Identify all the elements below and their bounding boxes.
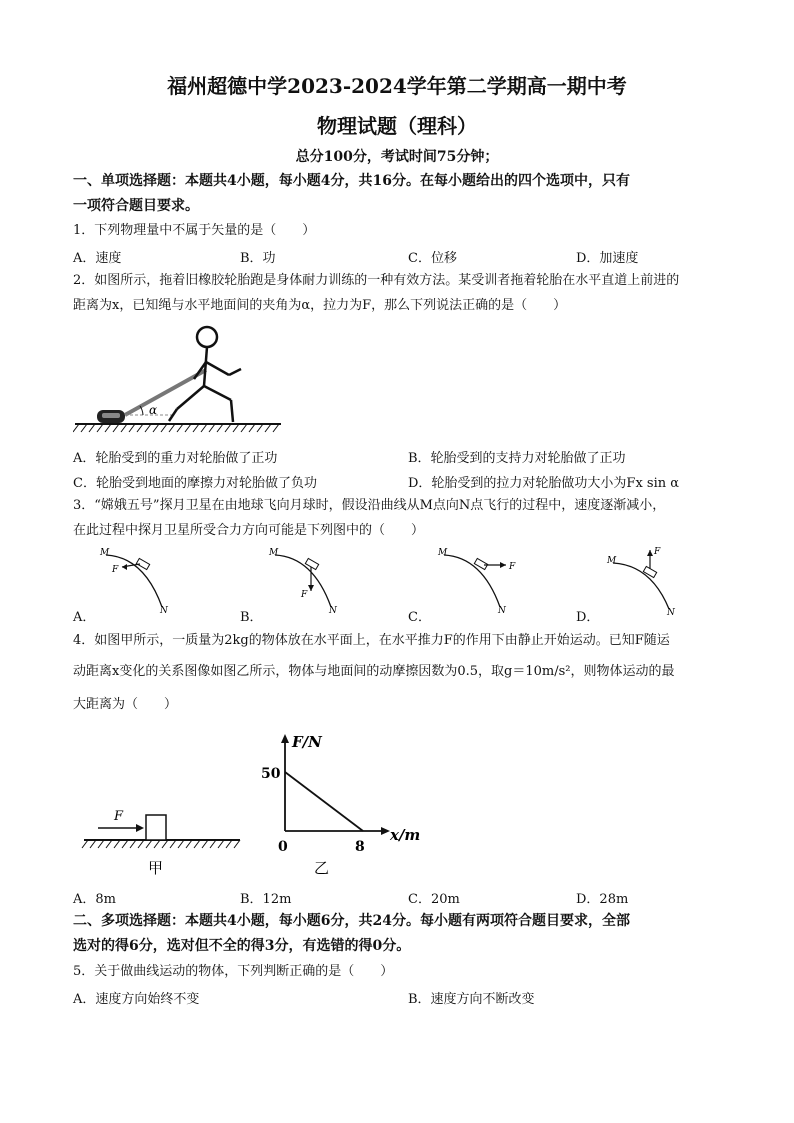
q4-option-c: C．20m bbox=[408, 892, 460, 907]
q4-stem-line1: 4．如图甲所示，一质量为2kg的物体放在水平面上，在水平推力F的作用下由静止开始运动。已知F随运 bbox=[73, 633, 670, 648]
q5-option-b: B．速度方向不断改变 bbox=[408, 992, 535, 1007]
q3-stem-line1: 3．“嫦娥五号”探月卫星在由地球飞向月球时，假设沿曲线从M点向N点飞行的过程中，速度逐渐减小， bbox=[73, 498, 666, 513]
figure-yi-label: 乙 bbox=[314, 859, 330, 877]
block-icon bbox=[146, 815, 166, 840]
q2-stem-line1: 2．如图所示，拖着旧橡胶轮胎跑是身体耐力训练的一种有效方法。某受训者拖着轮胎在水平直道上前进的 bbox=[73, 273, 680, 288]
chart-y-label: F/N bbox=[292, 733, 322, 751]
q4-fx-chart bbox=[250, 725, 430, 890]
svg-text:F: F bbox=[654, 547, 661, 557]
section1-heading-line2: 一项符合题目要求。 bbox=[73, 198, 199, 214]
section1-heading-line1: 一、单项选择题：本题共4小题，每小题4分，共16分。在每小题给出的四个选项中，只有 bbox=[73, 173, 630, 189]
q3-figure-c bbox=[434, 545, 524, 615]
q3-figure-b bbox=[265, 545, 345, 615]
figure-jia-label: 甲 bbox=[148, 859, 164, 877]
exam-info: 总分100分，考试时间75分钟； bbox=[295, 149, 499, 165]
q3-figure-d bbox=[603, 545, 683, 615]
exam-subtitle: 物理试题（理科） bbox=[317, 114, 477, 138]
q1-option-a: A．速度 bbox=[73, 251, 122, 266]
q1-option-c: C．位移 bbox=[408, 251, 457, 266]
q3-stem-line2: 在此过程中探月卫星所受合力方向可能是下列图中的（ ） bbox=[73, 523, 425, 538]
q4-figure-jia bbox=[80, 800, 245, 880]
svg-text:M: M bbox=[269, 548, 279, 558]
q5-option-a: A．速度方向始终不变 bbox=[73, 992, 200, 1007]
chart-tick-0: 0 bbox=[278, 839, 288, 855]
svg-text:F: F bbox=[112, 565, 119, 575]
q4-option-a: A．8m bbox=[73, 892, 116, 907]
rope-icon bbox=[125, 370, 206, 415]
chart-series-line bbox=[285, 772, 363, 831]
q4-stem-line2: 动距离x变化的关系图像如图乙所示，物体与地面间的动摩擦因数为0.5，取g＝10m/s²，则物体运动的最 bbox=[73, 664, 675, 679]
chart-x-label: x/m bbox=[390, 826, 421, 844]
q5-stem: 5．关于做曲线运动的物体，下列判断正确的是（ ） bbox=[73, 964, 394, 979]
q1-option-d: D．加速度 bbox=[576, 251, 639, 266]
svg-text:M: M bbox=[607, 556, 617, 566]
tire-icon bbox=[97, 410, 125, 423]
svg-text:M: M bbox=[100, 548, 110, 558]
svg-text:N: N bbox=[160, 606, 168, 615]
q4-option-d: D．28m bbox=[576, 892, 629, 907]
q2-option-c: C．轮胎受到地面的摩擦力对轮胎做了负功 bbox=[73, 476, 317, 491]
q2-stem-line2: 距离为x，已知绳与水平地面间的夹角为α，拉力为F，那么下列说法正确的是（ ） bbox=[73, 298, 567, 313]
chart-tick-8: 8 bbox=[355, 839, 365, 855]
chart-tick-50: 50 bbox=[261, 766, 281, 782]
q4-option-b: B．12m bbox=[240, 892, 292, 907]
q1-stem: 1．下列物理量中不属于矢量的是（ ） bbox=[73, 223, 316, 238]
svg-text:F: F bbox=[509, 562, 516, 572]
svg-text:N: N bbox=[329, 606, 337, 615]
section2-heading-line2: 选对的得6分，选对但不全的得3分，有选错的得0分。 bbox=[73, 938, 411, 954]
svg-text:F: F bbox=[114, 809, 124, 824]
q2-option-d: D．轮胎受到的拉力对轮胎做功大小为Fx sin α bbox=[408, 476, 680, 491]
q3-option-c: C． bbox=[408, 610, 431, 625]
svg-text:N: N bbox=[498, 606, 506, 615]
runner-icon bbox=[169, 327, 241, 422]
q2-runner-tire-figure bbox=[73, 322, 283, 437]
svg-text:F: F bbox=[301, 590, 308, 600]
q2-alpha-label: α bbox=[149, 403, 158, 417]
section2-heading-line1: 二、多项选择题：本题共4小题，每小题6分，共24分。每小题有两项符合题目要求，全部 bbox=[73, 913, 630, 929]
svg-text:N: N bbox=[667, 608, 675, 615]
q3-figure-a bbox=[96, 545, 176, 615]
q3-option-b: B． bbox=[240, 610, 263, 625]
q3-option-d: D． bbox=[576, 610, 600, 625]
q2-option-a: A．轮胎受到的重力对轮胎做了正功 bbox=[73, 451, 278, 466]
svg-text:M: M bbox=[438, 548, 448, 558]
q1-option-b: B．功 bbox=[240, 251, 276, 266]
exam-title: 福州超德中学2023-2024学年第二学期高一期中考 bbox=[167, 74, 627, 98]
q4-stem-line3: 大距离为（ ） bbox=[73, 697, 178, 712]
q3-option-a: A． bbox=[73, 610, 96, 625]
q2-option-b: B．轮胎受到的支持力对轮胎做了正功 bbox=[408, 451, 626, 466]
